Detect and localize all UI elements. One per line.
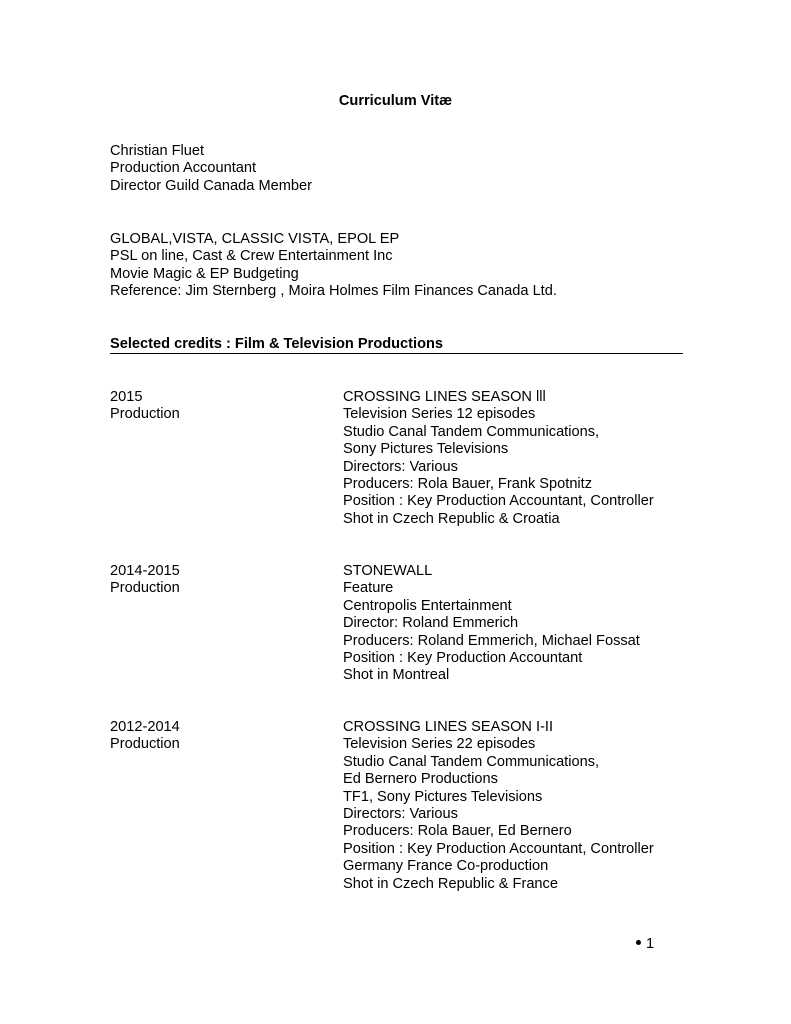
credit-category: Production xyxy=(110,406,180,423)
credit-meta xyxy=(110,719,180,754)
credit-details xyxy=(343,389,654,528)
credit-detail-line: Sony Pictures Televisions xyxy=(343,441,509,458)
skills-block xyxy=(110,231,557,301)
page-number xyxy=(636,935,654,953)
credit-detail-line: Feature xyxy=(343,580,394,597)
credit-year: 2014-2015 xyxy=(110,563,180,579)
credit-category: Production xyxy=(110,736,180,753)
credit-detail-line: Television Series 12 episodes xyxy=(343,406,536,423)
skills-line: GLOBAL,VISTA, CLASSIC VISTA, EPOL EP xyxy=(110,231,400,247)
contact-block xyxy=(110,143,312,195)
credit-detail-line: STONEWALL xyxy=(343,563,433,579)
section-heading: Selected credits : Film & Television Productions xyxy=(110,335,683,354)
skills-line: Movie Magic & EP Budgeting xyxy=(110,265,299,282)
credit-detail-line: Studio Canal Tandem Communications, xyxy=(343,753,600,770)
person-name: Christian Fluet xyxy=(110,143,205,159)
person-role: Production Accountant xyxy=(110,160,257,177)
credit-details xyxy=(343,563,640,685)
credit-detail-line: Producers: Rola Bauer, Ed Bernero xyxy=(343,823,572,840)
skills-line: PSL on line, Cast & Crew Entertainment Inc xyxy=(110,248,393,265)
credit-detail-line: Directors: Various xyxy=(343,458,458,475)
credit-detail-line: Studio Canal Tandem Communications, xyxy=(343,423,600,440)
credit-detail-line: Directors: Various xyxy=(343,806,458,823)
credit-meta xyxy=(110,389,180,424)
credit-detail-line: Position : Key Production Accountant, Controller xyxy=(343,493,654,510)
credit-detail-line: CROSSING LINES SEASON I-II xyxy=(343,719,554,735)
credit-detail-line: Ed Bernero Productions xyxy=(343,771,498,788)
credit-detail-line: Producers: Rola Bauer, Frank Spotnitz xyxy=(343,476,593,493)
credit-detail-line: Germany France Co-production xyxy=(343,858,549,875)
credit-details xyxy=(343,719,654,893)
credit-detail-line: Shot in Czech Republic & France xyxy=(343,875,558,892)
skills-line: Reference: Jim Sternberg , Moira Holmes Film Finances Canada Ltd. xyxy=(110,283,557,300)
credit-detail-line: Centropolis Entertainment xyxy=(343,597,512,614)
page-number-value: 1 xyxy=(646,936,655,952)
credit-year: 2015 xyxy=(110,389,143,405)
document-title: Curriculum Vitæ xyxy=(338,93,453,109)
credit-detail-line: CROSSING LINES SEASON lll xyxy=(343,389,546,405)
credit-detail-line: Shot in Montreal xyxy=(343,667,450,684)
credit-detail-line: Producers: Roland Emmerich, Michael Fossat xyxy=(343,632,640,649)
credit-detail-line: Director: Roland Emmerich xyxy=(343,615,519,632)
credit-detail-line: Position : Key Production Accountant, Controller xyxy=(343,840,654,857)
bullet-icon xyxy=(636,940,641,945)
credit-detail-line: Position : Key Production Accountant xyxy=(343,650,583,667)
credit-year: 2012-2014 xyxy=(110,719,180,735)
credit-meta xyxy=(110,563,180,598)
credit-detail-line: Shot in Czech Republic & Croatia xyxy=(343,510,560,527)
credit-detail-line: TF1, Sony Pictures Televisions xyxy=(343,788,543,805)
credit-category: Production xyxy=(110,580,180,597)
person-membership: Director Guild Canada Member xyxy=(110,177,312,194)
credit-detail-line: Television Series 22 episodes xyxy=(343,736,536,753)
